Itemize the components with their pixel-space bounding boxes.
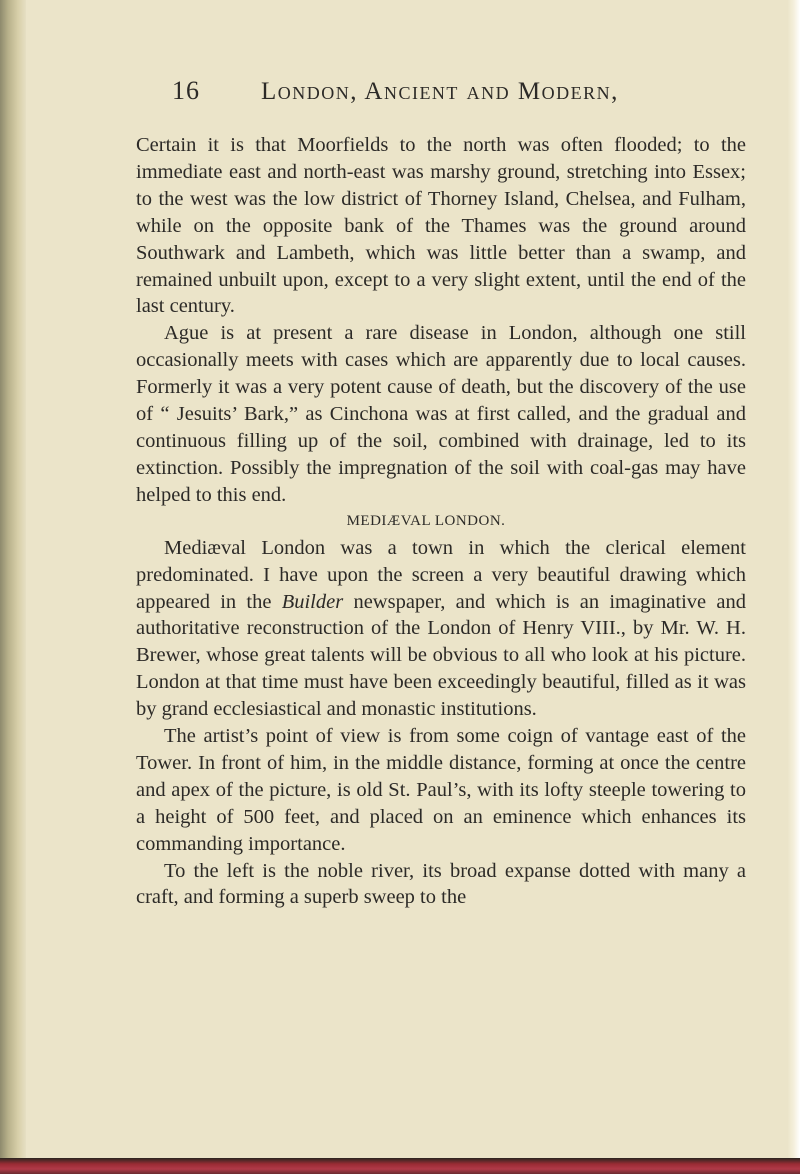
running-head (136, 62, 746, 132)
paragraph-text: Mediæval London was a town in which the clerical element predominated. I have upon the screen a very beautiful drawing which appeared in the (136, 536, 746, 613)
binding-gutter (0, 0, 26, 1174)
section-heading: MEDIÆVAL LONDON. (346, 512, 506, 529)
book-page (136, 62, 746, 911)
paragraph (136, 535, 746, 723)
body-text (136, 132, 746, 911)
paragraph: The artist’s point of view is from some coign of vantage east of the Tower. In front of him, in the middle distance, forming at once the centre and apex of the picture, is old St. Paul’s, with its lofty steeple towering to a height of 500 feet, and placed on an eminence which enhances its commanding importance. (136, 725, 746, 855)
book-cover-edge (0, 1158, 800, 1174)
paragraph: Certain it is that Moorfields to the north was often flooded; to the immediate east and north-east was marshy ground, stretching into Essex; to the west was the low district of Thorney Island, Chelsea, and Fulham, while on the opposite bank of the Thames was the ground around Southwark and Lambeth, which was little better than a swamp, and remained unbuilt upon, except to a very slight extent, until the end of the last century. (136, 134, 746, 318)
paragraph: Ague is at present a rare disease in London, although one still occasionally meets with cases which are apparently due to local causes. Formerly it was a very potent cause of death, but the discovery of the use of “ Jesuits’ Bark,” as Cinchona was at first called, and the gradual and continuous filling up of the soil, combined with drainage, led to its extinction. Possibly the impregnation of the soil with coal-gas may have helped to this end. (136, 322, 746, 506)
page-number: 16 (172, 76, 200, 105)
italic-title: Builder (281, 590, 344, 613)
paragraph: To the left is the noble river, its broad expanse dotted with many a craft, and forming a superb sweep to the (136, 859, 746, 909)
paragraph-text: newspaper, and which is an imaginative and authoritative reconstruction of the London of Henry VIII., by Mr. W. H. Brewer, whose great talents will be obvious to all who look at his picture. London at that time must have been exceedingly beautiful, filled as it was by grand ecclesiastical and monastic institutions. (136, 590, 746, 721)
running-title: London, Ancient and Modern, (261, 78, 619, 105)
page-edge (788, 0, 800, 1174)
